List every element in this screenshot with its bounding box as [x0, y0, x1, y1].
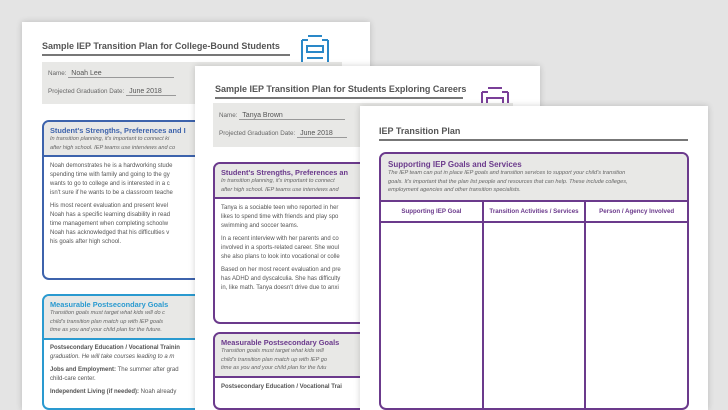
section-heading: Supporting IEP Goals and Services [388, 160, 522, 169]
doc-title: Sample IEP Transition Plan for College-Bound Students [42, 41, 280, 51]
name-label: Name: [48, 70, 67, 77]
title-divider [42, 54, 290, 56]
grad-date-value: June 2018 [297, 130, 347, 138]
name-value: Noah Lee [68, 70, 174, 78]
section-description: after high school. IEP teams use interviews and [221, 186, 339, 193]
paragraph: Tanya is a sociable teen who reported in her likes to spend time with friends and play spo swimming and soccer teams. [221, 205, 339, 229]
goal-item: Independent Living (if needed): Noah already [50, 388, 177, 395]
paragraph: In a recent interview with her parents and co involved in a sports-related career. She woul she also plans to look into vocational or colle [221, 236, 340, 260]
paragraph: His most recent evaluation and present level Noah has a specific learning disability in read time management when completing schoolw Noah has acknowledged that his difficulties v his goals after high school. [50, 203, 171, 245]
section-description: time as you and your child plan for the futu [221, 365, 327, 371]
section-description: employment agencies and other transition specialists. [388, 187, 521, 193]
section-description: child's transition plan match up with IEP goals [50, 318, 164, 325]
grad-date-label: Projected Graduation Date: [48, 88, 125, 95]
doc-title: IEP Transition Plan [379, 126, 461, 136]
supporting-goals-section [379, 152, 689, 410]
section-description: child's transition plan match up with IEP go [221, 356, 327, 363]
section-description: In transition planning, it's important to connect [221, 178, 335, 184]
column-header: Transition Activities / Services [484, 202, 587, 221]
section-description: after high school. IEP teams use interviews and co [50, 144, 176, 151]
column-header: Person / Agency Involved [599, 207, 675, 215]
paragraph: Based on her most recent evaluation and pre has ADHD and dyscalculia. She has difficulty in, like math. Tanya doesn't drive due to anxi [221, 267, 341, 291]
section-description: goals. It's important that the plan list people and resources that can help. These include colleges, [388, 178, 628, 185]
title-divider [379, 139, 688, 141]
section-description: Transition goals must target what kids will do c [50, 310, 165, 316]
section-description: Transition goals must target what kids will [221, 348, 324, 354]
table-cell [381, 223, 484, 409]
section-heading: Measurable Postsecondary Goals [221, 338, 340, 347]
table-cell [586, 223, 687, 409]
section-heading: Measurable Postsecondary Goals [50, 300, 169, 309]
section-description: The IEP team can put in place IEP goals and transition services to support your child's transition [388, 170, 626, 176]
section-description: time as you and your child plan for the future. [50, 327, 162, 333]
section-description: In transition planning, it's important to connect ki [50, 136, 170, 142]
name-label: Name: [219, 112, 238, 119]
paragraph: Noah demonstrates he is a hardworking stude spending time with family and going to the gy wants to go to college and is interested in a c isn't sure if he wants to be a classroom teache [50, 163, 173, 196]
grad-date-label: Projected Graduation Date: [219, 130, 296, 137]
grad-date-value: June 2018 [126, 88, 176, 96]
column-header: Supporting IEP Goal [381, 202, 484, 221]
goal-item: Jobs and Employment: The summer after grad child-care center. [50, 366, 179, 382]
section-heading: Student's Strengths, Preferences and I [50, 126, 186, 135]
goal-item: Postsecondary Education / Vocational Trainin graduation. He will take courses leading to a m [50, 344, 180, 360]
table-cell [484, 223, 587, 409]
doc-title: Sample IEP Transition Plan for Students Exploring Careers [215, 84, 467, 94]
table-body [381, 223, 687, 409]
goal-item: Postsecondary Education / Vocational Trai [221, 383, 342, 390]
table-header [381, 202, 687, 223]
section-heading: Student's Strengths, Preferences an [221, 168, 349, 177]
name-value: Tanya Brown [239, 112, 345, 120]
title-divider [215, 97, 463, 99]
document-iep-transition-plan [360, 106, 708, 410]
